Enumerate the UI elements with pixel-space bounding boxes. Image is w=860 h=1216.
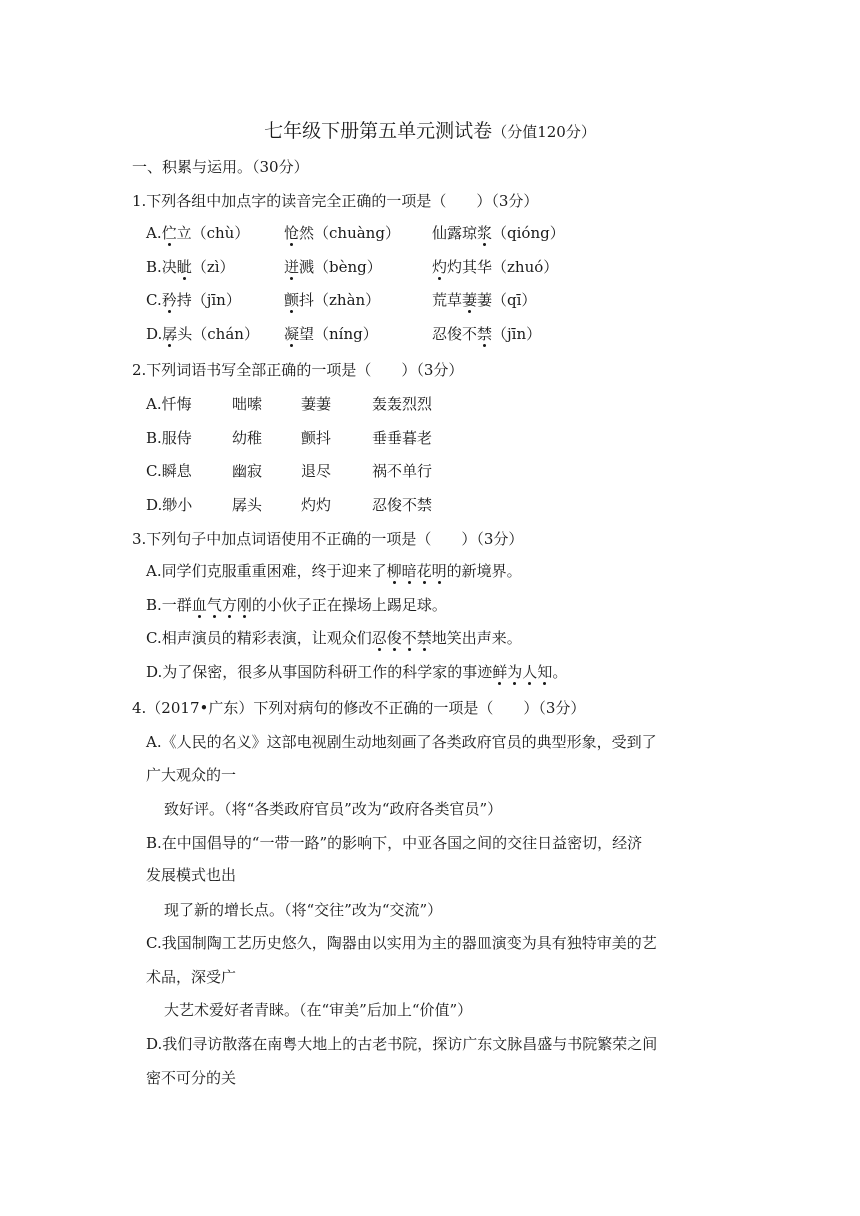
- q4-line-8: 术品，深受广: [146, 968, 237, 986]
- q3-option-c: C.相声演员的精彩表演，让观众们忍俊不禁地笑出声来。: [146, 629, 522, 647]
- q2-option-a-word4: 轰轰烈烈: [372, 395, 433, 413]
- q2-option-d-word2: 孱头: [232, 496, 263, 514]
- q1-option-d-word2: 凝望（níng）: [284, 325, 378, 343]
- q4-line-11: 密不可分的关: [146, 1069, 237, 1087]
- q1-option-b-word1: B.决眦（zì）: [146, 258, 235, 276]
- q2-option-d-word3: 灼灼: [301, 496, 332, 514]
- q1-option-d-word1: D.孱头（chán）: [146, 325, 259, 343]
- q2-option-c-word3: 退尽: [301, 462, 332, 480]
- q2-option-b-word1: B.服侍: [146, 429, 192, 447]
- title-main: 七年级下册第五单元测试卷: [264, 120, 493, 142]
- question-1-stem: 1.下列各组中加点字的读音完全正确的一项是（ ）（3分）: [132, 192, 539, 210]
- q2-option-b-word3: 颤抖: [301, 429, 332, 447]
- page-title: [0, 116, 860, 143]
- q4-line-9: 大艺术爱好者青睐。（在“审美”后加上“价值”）: [164, 1001, 473, 1019]
- q2-option-c-word4: 祸不单行: [372, 462, 433, 480]
- q1-option-b-word3: 灼灼其华（zhuó）: [432, 258, 559, 276]
- q4-line-10: D.我们寻访散落在南粤大地上的古老书院，探访广东文脉昌盛与书院繁荣之间: [146, 1035, 658, 1053]
- q1-option-c-word1: C.矜持（jīn）: [146, 291, 241, 309]
- q4-line-1: A.《人民的名义》这部电视剧生动地刻画了各类政府官员的典型形象，受到了: [146, 733, 657, 751]
- q1-option-c-word3: 荒草萋萋（qī）: [432, 291, 537, 309]
- q1-option-a-word1: A.伫立（chù）: [146, 224, 250, 242]
- q4-line-3: 致好评。（将“各类政府官员”改为“政府各类官员”）: [164, 800, 503, 818]
- q1-option-c-word2: 颤抖（zhàn）: [284, 291, 381, 309]
- q1-option-a-word3: 仙露琼浆（qióng）: [432, 224, 565, 242]
- q2-option-c-word1: C.瞬息: [146, 462, 192, 480]
- q2-option-d-word1: D.缈小: [146, 496, 193, 514]
- q2-option-d-word4: 忍俊不禁: [372, 496, 433, 514]
- q2-option-a-word2: 咄嗦: [232, 395, 263, 413]
- q2-option-b-word4: 垂垂暮老: [372, 429, 433, 447]
- q3-option-d: D.为了保密，很多从事国防科研工作的科学家的事迹鲜为人知。: [146, 663, 568, 681]
- q2-option-b-word2: 幼稚: [232, 429, 263, 447]
- question-3-stem: 3.下列句子中加点词语使用不正确的一项是（ ）（3分）: [132, 530, 524, 548]
- section-heading: 一、积累与运用。（30分）: [132, 158, 309, 176]
- q2-option-a-word3: 萋萋: [301, 395, 332, 413]
- q4-line-5: 发展模式也出: [146, 866, 237, 884]
- question-2-stem: 2.下列词语书写全部正确的一项是（ ）（3分）: [132, 361, 464, 379]
- q1-option-b-word2: 迸溅（bèng）: [284, 258, 382, 276]
- q2-option-c-word2: 幽寂: [232, 462, 263, 480]
- q4-line-4: B.在中国倡导的“一带一路”的影响下，中亚各国之间的交往日益密切，经济: [146, 834, 643, 852]
- q1-option-a-word2: 怆然（chuàng）: [284, 224, 400, 242]
- q1-option-d-word3: 忍俊不禁（jīn）: [432, 325, 542, 343]
- q4-line-6: 现了新的增长点。（将“交往”改为“交流”）: [164, 901, 443, 919]
- q2-option-a-word1: A.忏悔: [146, 395, 192, 413]
- q4-line-7: C.我国制陶工艺历史悠久，陶器由以实用为主的器皿演变为具有独特审美的艺: [146, 934, 657, 952]
- q3-option-a: A.同学们克服重重困难，终于迎来了柳暗花明的新境界。: [146, 562, 522, 580]
- q4-line-2: 广大观众的一: [146, 766, 237, 784]
- question-4-stem: 4.（2017•广东）下列对病句的修改不正确的一项是（ ）（3分）: [132, 699, 586, 717]
- title-subtitle: （分值120分）: [492, 123, 596, 141]
- q3-option-b: B.一群血气方刚的小伙子正在操场上踢足球。: [146, 596, 447, 614]
